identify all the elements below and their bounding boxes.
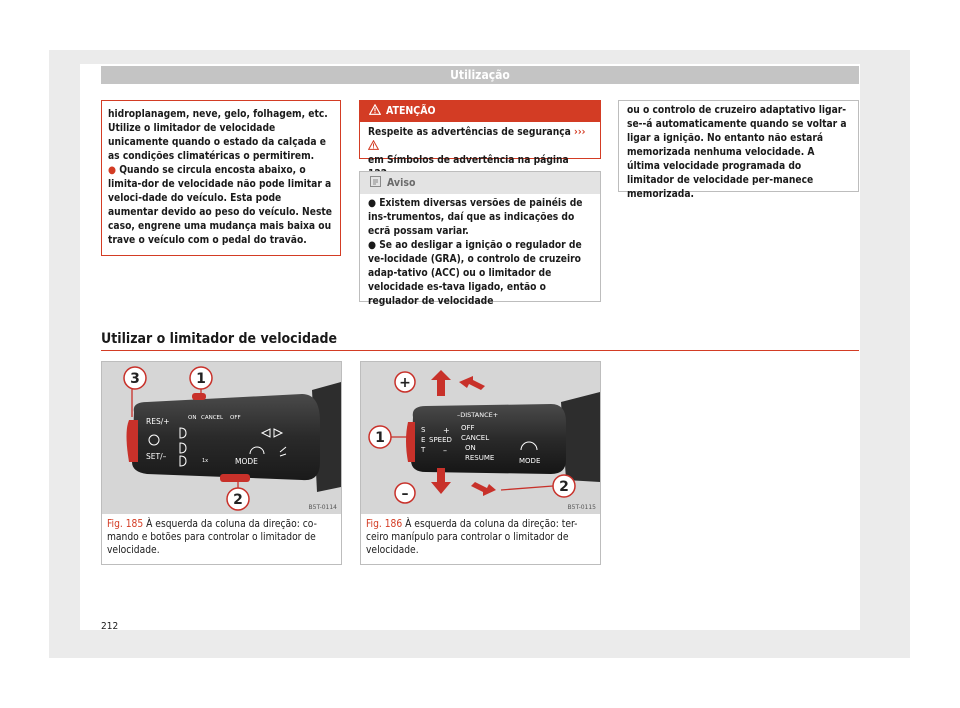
warning-box: [359, 100, 601, 166]
paragraph-2: [108, 164, 334, 248]
figure-code: B5T-0114: [308, 504, 337, 511]
stalk-lever-illustration: [102, 362, 341, 514]
figure-186-image: [361, 362, 600, 514]
page-number: 212: [101, 621, 119, 632]
off-label: OFF: [461, 424, 475, 432]
callout-2: [227, 488, 249, 510]
paragraph-2-text: Quando se circula encosta abaixo, o limita-dor de velocidade não pode limitar a veloci-dade do veículo. Esta pode aumentar devido ao peso do veículo. Neste caso, engrene uma mudança mais baixa ou trave o veículo com o pedal do travão.: [108, 165, 333, 246]
warning-header: [359, 100, 601, 122]
bullet-icon: ●: [108, 165, 116, 176]
column-3-text: ou o controlo de cruzeiro adaptativo ligar-se--á automaticamente quando se voltar a ligar a ignição. No entanto não estará memorizada nenhuma velocidade. A última velocidade programada do limitador de velocidade per-manece memorizada.: [627, 105, 847, 200]
callout-plus: [395, 372, 415, 392]
warning-line-1: Respeite as advertências de segurança: [368, 127, 571, 138]
note-item-2: ● Se ao desligar a ignição o regulador de ve-locidade (GRA), o controlo de cruzeiro adap-tativo (ACC) ou o limitador de velocidade es-tava ligado, então o regulador de velocidade: [368, 240, 582, 307]
warning-heading: ATENÇÃO: [386, 105, 436, 117]
callout-minus: [395, 483, 415, 503]
section-divider: [101, 350, 859, 351]
text-column-3: [618, 100, 859, 200]
svg-text:2: 2: [233, 492, 243, 508]
section-header: Utilização: [101, 66, 859, 84]
set-label: SET/–: [146, 452, 167, 461]
svg-text:2: 2: [559, 479, 569, 495]
speed-label: SPEED: [429, 436, 452, 444]
off-label: OFF: [230, 415, 241, 421]
res-label: RES/+: [146, 417, 170, 426]
note-body: [360, 194, 600, 312]
s-label: S: [421, 426, 426, 434]
on-label: ON: [465, 444, 476, 452]
info-note-icon: [370, 176, 381, 187]
warning-triangle-icon: [368, 140, 379, 150]
third-lever-illustration: [361, 362, 600, 514]
svg-text:1: 1: [196, 371, 206, 387]
note-box: [359, 171, 601, 307]
paragraph-1: hidroplanagem, neve, gelo, folhagem, etc. Utilize o limitador de velocidade unicamente quando o estado da calçada e as condições climatéricas o permitirem.: [108, 109, 328, 162]
figure-186: [360, 361, 601, 565]
warning-body: [359, 122, 601, 166]
note-heading: Aviso: [387, 177, 416, 189]
figure-code: B5T-0115: [567, 504, 596, 511]
resume-label: RESUME: [465, 454, 495, 462]
figure-185: [101, 361, 342, 565]
figure-185-caption: [107, 518, 336, 557]
t-label: T: [421, 446, 426, 454]
link-arrows[interactable]: ›››: [574, 127, 586, 138]
caption-text: À esquerda da coluna da direção: co-mando e botões para controlar o limitador de velocidade.: [107, 519, 317, 556]
section-title: Utilizar o limitador de velocidade: [101, 331, 338, 347]
svg-text:1: 1: [375, 430, 385, 446]
cancel-label: CANCEL: [201, 415, 224, 421]
svg-text:3: 3: [130, 371, 140, 387]
distance-label: –DISTANCE+: [457, 411, 499, 419]
figure-185-image: [102, 362, 341, 514]
note-item-1: ● Existem diversas versões de painéis de ins-trumentos, daí que as indicações do ecrã possam variar.: [368, 198, 583, 237]
callout-1: [369, 426, 391, 448]
text-column-1: [101, 100, 341, 256]
figure-label: Fig. 185: [107, 519, 144, 530]
callout-3: [124, 367, 146, 389]
svg-text:+: +: [399, 375, 411, 391]
mode-label: MODE: [235, 457, 258, 466]
svg-text:–: –: [401, 486, 409, 502]
on-label: ON: [188, 415, 197, 421]
figure-label: Fig. 186: [366, 519, 403, 530]
caption-text: À esquerda da coluna da direção: ter-ceiro manípulo para controlar o limitador de velocidade.: [366, 519, 578, 556]
side-button: [406, 422, 415, 462]
bullet-icon: ●: [368, 240, 376, 251]
x1-label: 1x: [202, 458, 209, 464]
warning-triangle-icon: [369, 104, 381, 115]
callout-1: [190, 367, 212, 389]
e-label: E: [421, 436, 426, 444]
mode-label: MODE: [519, 457, 541, 465]
callout-2: [553, 475, 575, 497]
note-header: [360, 172, 600, 194]
minus-label: –: [443, 446, 447, 455]
warning-line-2: em Símbolos de advertência na página: [368, 155, 569, 166]
set-button: [127, 420, 139, 462]
bullet-icon: ●: [368, 198, 376, 209]
plus-label: +: [443, 426, 450, 435]
button-1: [192, 393, 206, 400]
figure-186-caption: [366, 518, 595, 557]
cancel-label: CANCEL: [461, 434, 490, 442]
button-2: [220, 474, 250, 482]
